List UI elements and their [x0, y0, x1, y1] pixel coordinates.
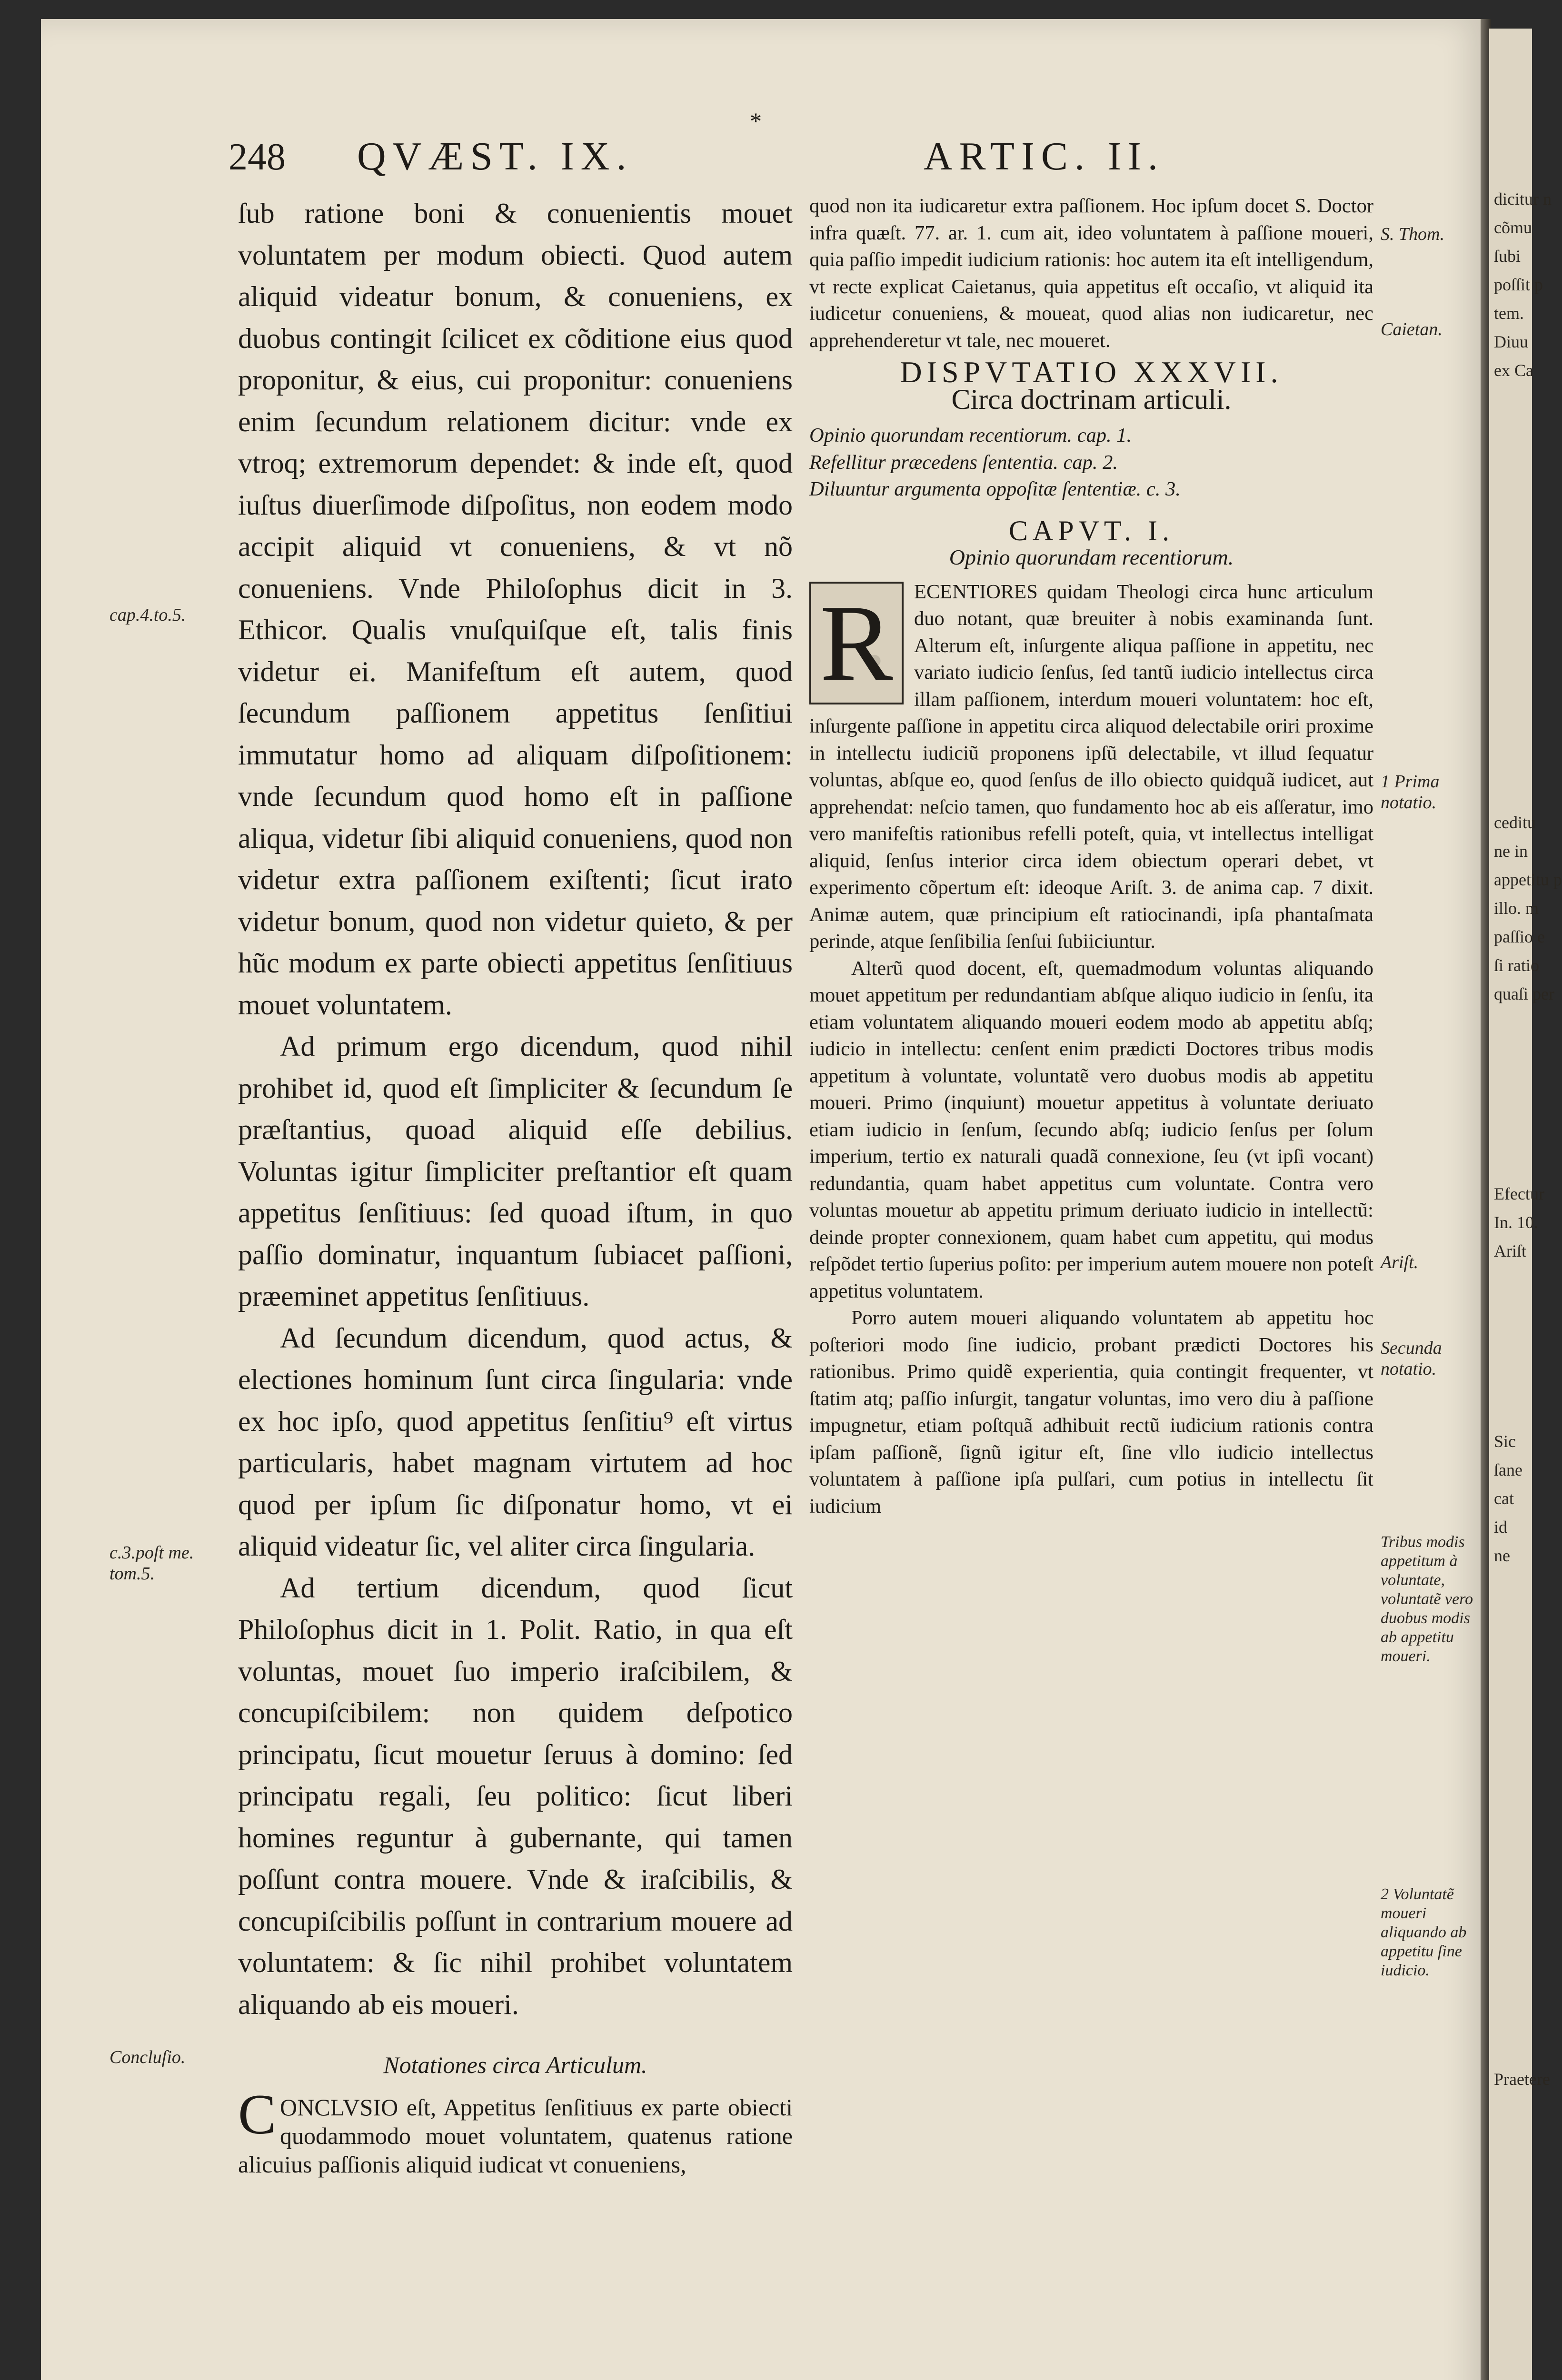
adjacent-page-fragment: tem.: [1494, 304, 1524, 323]
notationes-title: Notationes circa Articulum.: [383, 2052, 647, 2078]
conclusio-initial: C: [238, 2082, 277, 2146]
adjacent-page-fragment: illo. m: [1494, 899, 1539, 918]
paragraph: ſub ratione boni & conuenientis mouet voluntatem per modum obiecti. Quod autem aliquid videatur bonum, & conueniens, ex duobus contingit ſcilicet ex cõditione eius quod proponitur, & eius, cui proponitur: conueniens enim ſecundum relationem dicitur: vnde ex vtroq; extremorum dependet: & inde eſt, quod iuſtus diuerſimode diſpoſitus, non eodem modo accipit aliquid vt conueniens, & vt nõ conueniens. Vnde Philoſophus dicit in 3. Ethicor. Qualis vnuſquiſque eſt, talis finis videtur ei. Manifeſtum eſt autem, quod ſecundum paſſionem appetitus ſenſitiui immutatur homo ad aliquam diſpoſitionem: vnde ſecundum quod homo eſt in paſſione aliqua, videtur ſibi aliquid conueniens, quod non videtur extra paſſionem exiſtenti; ſicut irato videtur bonum, quod non videtur quieto, & per hũc modum ex parte obiecti appetitus ſenſitiuus mouet voluntatem.: [238, 198, 793, 1021]
adjacent-page-fragment: ne in: [1494, 842, 1528, 861]
adjacent-page-fragment: Praetere: [1494, 2070, 1550, 2089]
contents-item: Refellitur præcedens ſententia. cap. 2.: [809, 451, 1118, 474]
adjacent-page-fragment: ſi ratio: [1494, 956, 1539, 975]
right-running-head: ARTIC. II.: [924, 134, 1164, 178]
paragraph-text: ECENTIORES quidam Theologi circa hunc articulum duo notant, quæ breuiter à nobis examinanda ſunt. Alterum eſt, inſurgente aliqua paſſione in appetitu, nec variato iudicio ſenſus, ſed tantũ iudicio intellectus circa illam paſſionem, interdum moueri voluntatem: hoc eſt, inſurgente paſſione in appetitu circa aliquod delectabile oriri proxime in intellectu iudiciũ proponens ipſũ delectabile, vt illud ſequatur voluntas, abſque eo, quod ſenſus de illo obiecto quidquã iudicet, aut apprehendat: neſcio tamen, quo fundamento hoc ab eis aſſeratur, imo vero manifeſtis rationibus refelli poteſt, quia, vt intellectus intelligat aliquid, ſenſus interior circa idem obiectum operari debet, vt experimento cõpertum eſt: ideoque Ariſt. 3. de anima cap. 7 dixit. Animæ autem, quæ principium eſt ratiocinandi, ipſa phantaſmata perinde, atque ſenſibilia ſenſui ſubiiciuntur.: [809, 580, 1373, 952]
paragraph: Alterũ quod docent, eſt, quemadmodum voluntas aliquando mouet appetitum per redundantiam abſque aliquo iudicio in ſenſu, ita etiam voluntatem aliquando moueri eodem modo ab appetitu abſq; iudicio in intellectu: cenſent enim prædicti Doctores tribus modis appetitum à voluntate, voluntatẽ vero duobus modis ab appetitu moueri. Primo (inquiunt) mouetur appetitus à voluntate deriuato etiam iudicio in ſenſum, ſecundo abſq; iudicio ſenſus per ſolum imperium, tertio ex naturali quadã connexione, ſeu (vt ipſi vocant) redundantia, quam habet appetitus cum voluntate. Contra vero voluntas mouetur ab appetitu primum deriuato iudicio in intellectũ: deinde propter connexionem, quam habet cum appetitu, qui modus reſpõdet tertio ſuperius poſito: per imperium autem mouere non poteſt appetitus voluntatem.: [809, 957, 1373, 1302]
asterisk-mark: *: [750, 108, 762, 134]
right-margin-note: 1 Prima notatio.: [1381, 772, 1440, 813]
right-margin-note: 2 Voluntatẽ moueri aliquando ab appetitu ſine iudicio.: [1381, 1885, 1467, 1979]
paragraph: Ad primum ergo dicendum, quod nihil prohibet id, quod eſt ſimpliciter & ſecundum ſe præſtantius, quoad aliquid eſſe debilius. Voluntas igitur ſimpliciter preſtantior eſt quam appetitus ſenſitiuus: ſed quoad iſtum, in quo paſſio dominatur, inquantum ſubiacet paſſioni, præeminet appetitus ſenſitiuus.: [238, 1031, 793, 1312]
right-margin-note: Ariſt.: [1381, 1252, 1419, 1272]
right-column: [809, 193, 1373, 1520]
contents-item: Diluuntur argumenta oppoſitæ ſententiæ. c. 3.: [809, 478, 1181, 500]
adjacent-page-fragment: ſubi: [1494, 247, 1521, 266]
adjacent-page-fragment: paſſio e: [1494, 927, 1545, 946]
adjacent-page-fragment: ex Ca: [1494, 361, 1533, 380]
adjacent-page-fragment: appetitu p: [1494, 870, 1562, 889]
disputatio-subtitle: Circa doctrinam articuli.: [951, 383, 1232, 415]
adjacent-page-fragment: In. 10.: [1494, 1213, 1538, 1232]
adjacent-page-fragment: Sic: [1494, 1432, 1516, 1451]
left-margin-note: Concluſio.: [109, 2047, 186, 2067]
caput-subtitle: Opinio quorundam recentiorum.: [949, 545, 1234, 569]
right-margin-note: Caietan.: [1381, 319, 1443, 339]
adjacent-page-fragment: Ariſt: [1494, 1241, 1526, 1260]
adjacent-page-fragment: poſſit p: [1494, 275, 1543, 294]
adjacent-page-fragment: Efectur: [1494, 1184, 1544, 1203]
adjacent-page-fragment: ſane: [1494, 1460, 1522, 1479]
paragraph: [809, 579, 1373, 955]
left-margin-note: cap.4.to.5.: [109, 605, 186, 625]
adjacent-page-fragment: quaſi per: [1494, 984, 1554, 1003]
caput-title: CAPVT. I.: [1008, 515, 1174, 546]
intro-paragraph: quod non ita iudicaretur extra paſſionem. Hoc ipſum docet S. Doctor infra quæſt. 77. ar. 1. cum ait, ideo voluntatem à paſſione moueri, quia paſſio impedit iudicium rationis: hoc autem ita eſt intelligendum, vt recte explicat Caietanus, quia appetitus eſt occaſio, vt aliquid ita iudicetur conueniens, & moueat, quod alias non iudicaretur, nec apprehenderetur vt tale, nec moueret.: [809, 195, 1373, 352]
right-margin-note: S. Thom.: [1381, 224, 1445, 244]
adjacent-page-fragment: cõmu: [1494, 218, 1532, 237]
right-margin-note: Tribus modis appetitum à voluntate, voluntatẽ vero duobus modis ab appetitu moueri.: [1381, 1533, 1473, 1665]
left-margin-note: c.3.poſt me. tom.5.: [109, 1543, 194, 1584]
adjacent-page-fragment: ne: [1494, 1546, 1510, 1565]
paragraph: Porro autem moueri aliquando voluntatem ab appetitu hoc poſteriori modo ſine iudicio, probant prædicti Doctores his rationibus. Primo quidẽ experientia, quia contingit frequenter, vt ſtatim atq; paſſio inſurgit, tangatur voluntas, imo vero diu à paſſione impugnetur, etiam poſtquã adhibuit rectũ iudicium rationis contra ipſam paſſionẽ, ſignũ igitur eſt, ſine vllo iudicio intellectus voluntatem à paſſione ipſa pulſari, cum potius in intellectu ſit iudicium: [809, 1307, 1373, 1517]
adjacent-page-fragment: ceditu: [1494, 813, 1536, 832]
left-column: [238, 193, 793, 2179]
adjacent-page-fragment: dicitur n: [1494, 189, 1552, 208]
conclusio-text: ONCLVSIO eſt, Appetitus ſenſitiuus ex parte obiecti quodammodo mouet voluntatem, quatenus ratione alicuius paſſionis aliquid iudicat vt conueniens,: [238, 2093, 793, 2178]
paragraph: Ad ſecundum dicendum, quod actus, & electiones hominum ſunt circa ſingularia: vnde ex hoc ipſo, quod appetitus ſenſitiu⁹ eſt virtus particularis, habet magnam virtutem ad hoc quod per ipſum ſic diſponatur homo, vt ei aliquid videatur ſic, vel aliter circa ſingularia.: [238, 1322, 793, 1562]
paragraph: Ad tertium dicendum, quod ſicut Philoſophus dicit in 1. Polit. Ratio, in qua eſt voluntas, mouet ſuo imperio iraſcibilem, & concupiſcibilem: non quidem deſpotico principatu, ſicut mouetur ſeruus à domino: ſed principatu regali, ſeu politico: ſicut liberi homines reguntur à gubernante, qui tamen poſſunt contra mouere. Vnde & iraſcibilis, & concupiſcibilis poſſunt in contrarium mouere ad voluntatem: & ſic nihil prohibet voluntatem aliquando ab eis moueri.: [238, 1572, 793, 2020]
page-number: 248: [229, 136, 286, 178]
ornamental-drop-cap: R: [809, 582, 904, 704]
right-margin-note: Secunda notatio.: [1381, 1338, 1442, 1379]
adjacent-page-fragment: Diuu: [1494, 332, 1528, 351]
left-running-head: QVÆST. IX.: [357, 134, 633, 178]
adjacent-page-fragment: id: [1494, 1517, 1508, 1537]
adjacent-page-fragment: cat: [1494, 1489, 1514, 1508]
conclusio-paragraph: [238, 2082, 793, 2179]
disputatio-title: DISPVTATIO XXXVII.: [900, 355, 1283, 389]
contents-item: Opinio quorundam recentiorum. cap. 1.: [809, 424, 1132, 446]
